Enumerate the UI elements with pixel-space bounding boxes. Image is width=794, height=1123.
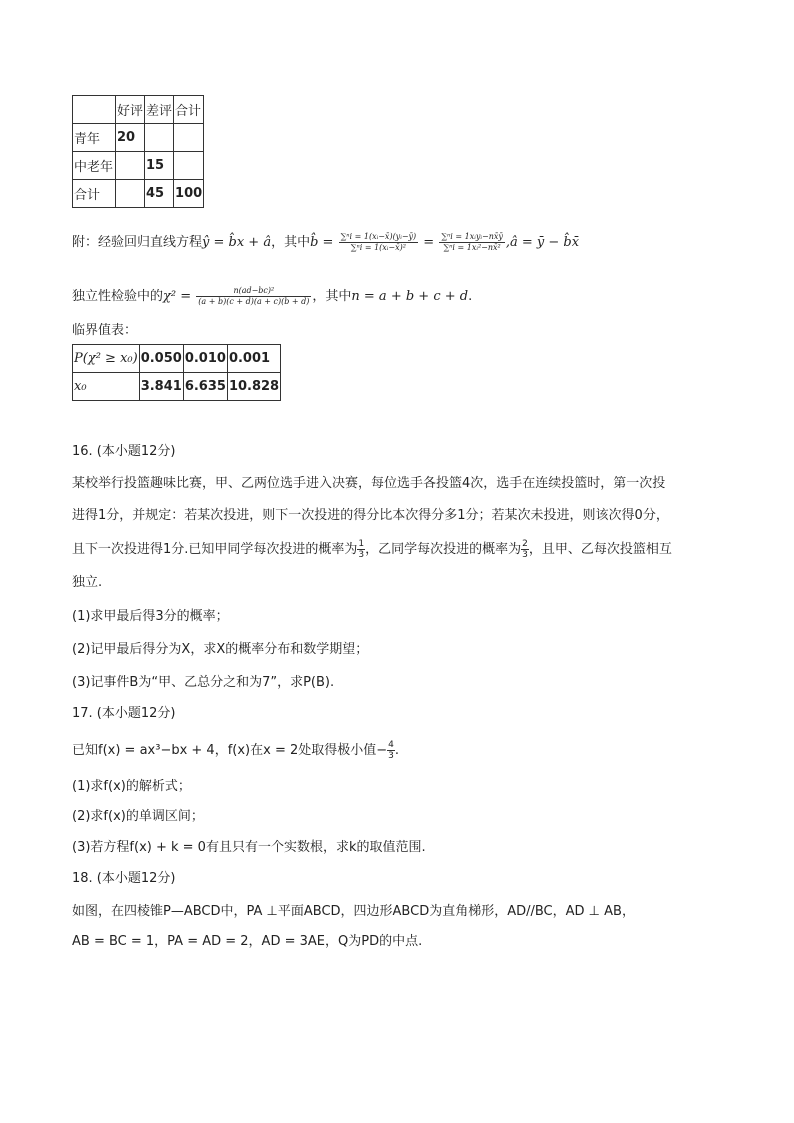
q16-title: 16. (本小题12分) bbox=[72, 444, 176, 459]
fraction-two-thirds bbox=[521, 539, 529, 560]
q17-title: 17. (本小题12分) bbox=[72, 706, 176, 721]
regression-equation: ŷ = b̂x + â bbox=[202, 235, 272, 250]
q16-paragraph-line: 独立. bbox=[72, 575, 103, 590]
fraction-denominator: ∑ⁿi = 1(xᵢ−x̄)² bbox=[350, 243, 406, 252]
fraction-four-thirds bbox=[387, 740, 395, 761]
table-cell: 45 bbox=[145, 180, 174, 208]
review-table bbox=[72, 95, 204, 208]
equals-sign: = bbox=[423, 235, 435, 250]
q18-paragraph-line: AB = BC = 1，PA = AD = 2，AD = 3AE，Q为PD的中点. bbox=[72, 934, 423, 949]
q17-subquestion-3: (3)若方程f(x) + k = 0有且只有一个实数根，求k的取值范围. bbox=[72, 840, 426, 855]
fraction-one-third bbox=[357, 539, 365, 560]
table-cell: 6.635 bbox=[183, 373, 227, 401]
fraction-denominator: ∑ⁿi = 1xᵢ²−nx̄² bbox=[443, 243, 501, 252]
table-cell: 20 bbox=[116, 124, 145, 152]
table-cell bbox=[73, 96, 116, 124]
fraction-denominator: 3 bbox=[522, 550, 528, 560]
text-segment: 且下一次投进得1分.已知甲同学每次投进的概率为 bbox=[72, 542, 358, 557]
q16-subquestion-3: (3)记事件B为“甲、乙总分之和为7”，求P(B). bbox=[72, 675, 335, 690]
b-hat-fraction-2 bbox=[439, 232, 505, 253]
q17-subquestion-1: (1)求f(x)的解析式； bbox=[72, 779, 191, 794]
regression-mid: ，其中 bbox=[271, 235, 311, 250]
table-cell: 15 bbox=[145, 152, 174, 180]
table-cell: 0.050 bbox=[139, 345, 183, 373]
chi-square-formula bbox=[72, 286, 472, 307]
fraction-numerator: 2 bbox=[522, 539, 528, 549]
q18-paragraph-line: 如图，在四棱锥P—ABCD中，PA ⊥平面ABCD，四边形ABCD为直角梯形，AD//BC，AD ⊥ AB， bbox=[72, 904, 635, 919]
q17-subquestion-2: (2)求f(x)的单调区间； bbox=[72, 809, 204, 824]
regression-formula bbox=[72, 232, 579, 253]
fraction-numerator: ∑ⁿi = 1(xᵢ−x̄)(yᵢ−ȳ) bbox=[340, 232, 417, 241]
q16-paragraph-line: 进得1分，并规定：若某次投进，则下一次投进的得分比本次得分多1分；若某次未投进，则该次得0分， bbox=[72, 508, 669, 523]
text-segment: . bbox=[394, 743, 400, 758]
critical-value-label: 临界值表： bbox=[72, 323, 138, 338]
table-cell bbox=[174, 124, 204, 152]
table-row bbox=[73, 96, 204, 124]
fraction-numerator: n(ad−bc)² bbox=[196, 286, 311, 297]
q18-title: 18. (本小题12分) bbox=[72, 871, 176, 886]
table-cell bbox=[174, 152, 204, 180]
chi-end: . bbox=[468, 289, 473, 304]
table-cell bbox=[145, 124, 174, 152]
b-hat-fraction-1 bbox=[339, 232, 419, 253]
n-equation: n = a + b + c + d bbox=[351, 289, 469, 304]
table-row bbox=[73, 124, 204, 152]
table-row bbox=[73, 345, 281, 373]
table-row bbox=[73, 180, 204, 208]
table-cell: 0.001 bbox=[227, 345, 280, 373]
table-row bbox=[73, 373, 281, 401]
table-cell: 青年 bbox=[73, 124, 116, 152]
text-segment: ，且甲、乙每次投篮相互 bbox=[528, 542, 672, 557]
q16-subquestion-1: (1)求甲最后得3分的概率； bbox=[72, 609, 229, 624]
q16-subquestion-2: (2)记甲最后得分为X，求X的概率分布和数学期望； bbox=[72, 642, 369, 657]
table-cell bbox=[116, 180, 145, 208]
fraction-denominator: (a + b)(c + d)(a + c)(b + d) bbox=[198, 297, 310, 306]
a-hat-formula: ,â = ȳ − b̂x̄ bbox=[505, 235, 580, 250]
table-cell: 好评 bbox=[116, 96, 145, 124]
b-hat-label: b̂ = bbox=[310, 235, 334, 250]
chi-suffix: ，其中 bbox=[312, 289, 352, 304]
table-cell: 合计 bbox=[73, 180, 116, 208]
text-segment: 已知f(x) = ax³−bx + 4，f(x)在x = 2处取得极小值− bbox=[72, 743, 388, 758]
q16-paragraph-line: 某校举行投篮趣味比赛，甲、乙两位选手进入决赛，每位选手各投篮4次，选手在连续投篮时，第一次投 bbox=[72, 476, 666, 491]
chi-prefix: 独立性检验中的 bbox=[72, 289, 164, 304]
table-cell bbox=[116, 152, 145, 180]
table-cell: 100 bbox=[174, 180, 204, 208]
table-cell: x₀ bbox=[73, 373, 140, 401]
table-cell: 0.010 bbox=[183, 345, 227, 373]
fraction-numerator: 4 bbox=[388, 740, 394, 750]
table-cell: 中老年 bbox=[73, 152, 116, 180]
critical-value-table bbox=[72, 344, 281, 401]
fraction-numerator: ∑ⁿi = 1xᵢyᵢ−nx̄ȳ bbox=[441, 232, 503, 241]
q16-paragraph-line bbox=[72, 539, 672, 560]
table-cell: 合计 bbox=[174, 96, 204, 124]
chi-label: χ² = bbox=[163, 289, 192, 304]
table-cell: P(χ² ≥ x₀) bbox=[73, 345, 140, 373]
table-row bbox=[73, 152, 204, 180]
fraction-denominator: 3 bbox=[358, 550, 365, 560]
table-cell: 差评 bbox=[145, 96, 174, 124]
chi-fraction bbox=[196, 286, 311, 307]
fraction-numerator: 1 bbox=[358, 539, 365, 549]
text-segment: ，乙同学每次投进的概率为 bbox=[365, 542, 522, 557]
fraction-denominator: 3 bbox=[388, 751, 394, 761]
table-cell: 3.841 bbox=[139, 373, 183, 401]
regression-prefix: 附：经验回归直线方程 bbox=[72, 235, 203, 250]
q17-paragraph-line bbox=[72, 740, 399, 761]
table-cell: 10.828 bbox=[227, 373, 280, 401]
